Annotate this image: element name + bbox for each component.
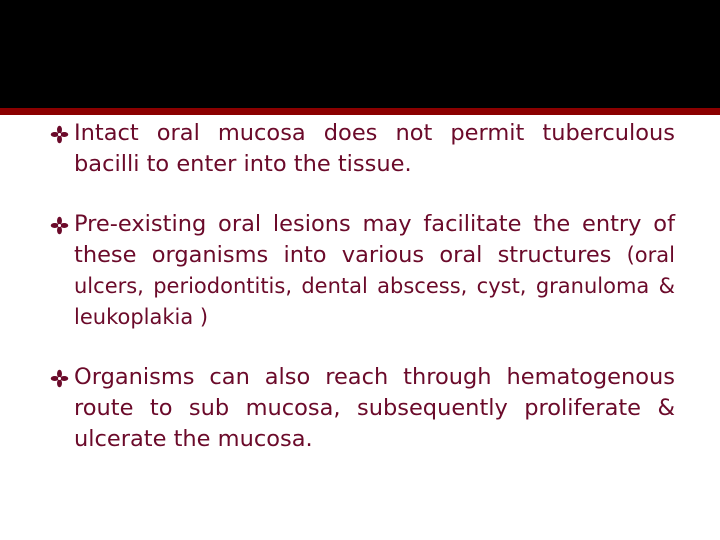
- title-underline-rule: [0, 108, 720, 115]
- bullet-item: [50, 209, 675, 333]
- bullet-item: [50, 362, 675, 455]
- diamond-bullet-icon: [50, 125, 69, 144]
- diamond-bullet-icon: [50, 216, 69, 235]
- title-band: [0, 0, 720, 108]
- bullet-text: Intact oral mucosa does not permit tuberculous bacilli to enter into the tissue.: [74, 120, 675, 177]
- bullet-text: Organisms can also reach through hematogenous route to sub mucosa, subsequently proliferate & ulcerate the mucosa.: [74, 364, 675, 452]
- bullet-item: [50, 118, 675, 180]
- bullet-parenthetical: (oral ulcers, periodontitis, dental abscess, cyst, granuloma & leukoplakia ): [74, 243, 675, 329]
- diamond-bullet-icon: [50, 369, 69, 388]
- bullet-list: [50, 118, 675, 484]
- bullet-text: Pre-existing oral lesions may facilitate the entry of these organisms into various oral structures: [74, 211, 675, 268]
